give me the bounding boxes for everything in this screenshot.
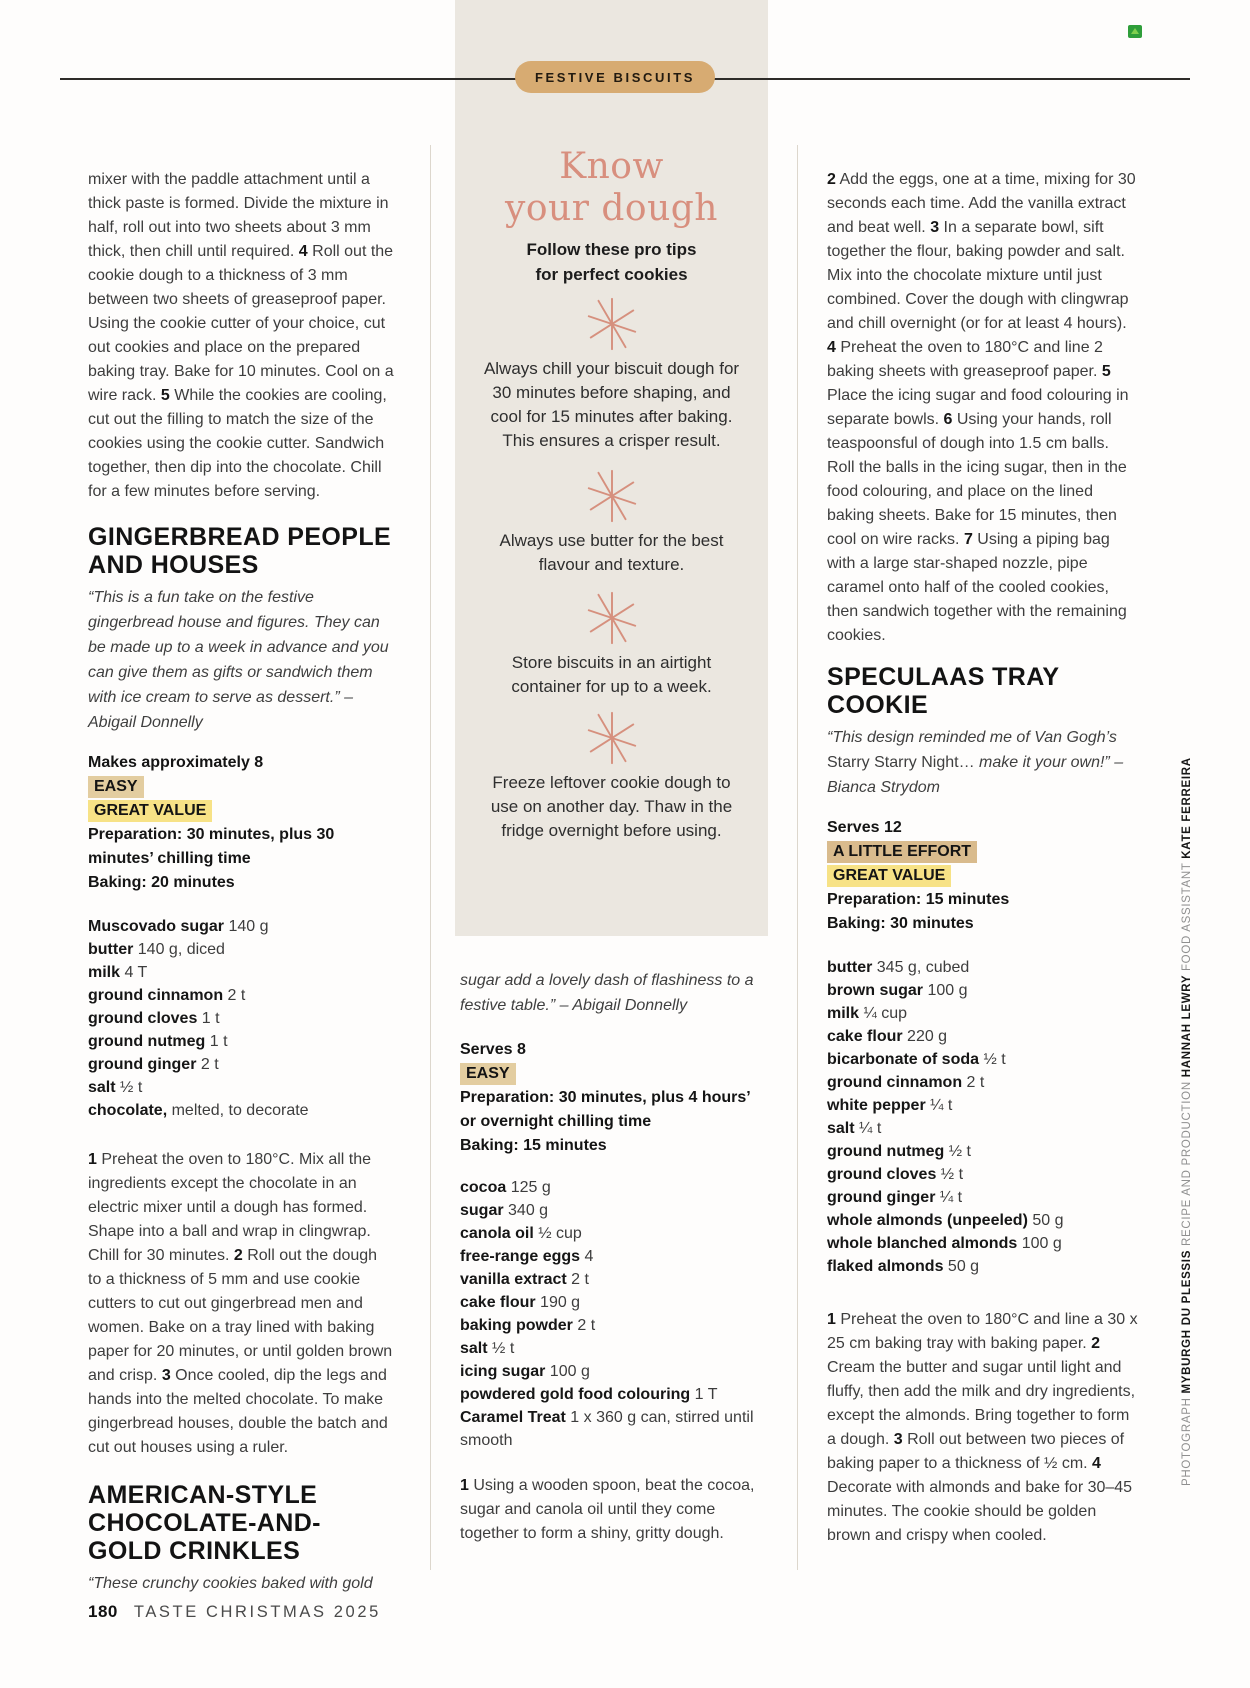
tips-box <box>455 0 768 936</box>
text-line: ground nutmeg 1 t <box>88 1033 228 1050</box>
serves-line: Serves 8 <box>460 1041 526 1058</box>
recipe-meta <box>827 816 1139 936</box>
text-line: ground nutmeg ½ t <box>827 1143 971 1160</box>
tip-text: Always use butter for the best flavour and texture. <box>499 531 724 574</box>
serves-line: Serves 12 <box>827 819 902 836</box>
text-line: ground cinnamon 2 t <box>827 1074 985 1091</box>
text-line: Muscovado sugar 140 g <box>88 918 269 935</box>
method-paragraph: 2 Add the eggs, one at a time, mixing for 30 seconds each time. Add the vanilla extract and beat well. 3 In a separate bowl, sift together the flour, baking powder and salt. Mix into the chocolate mixture until just combined. Cover the dough with clingwrap and chill overnight (or for at least 4 hours). 4 Preheat the oven to 180°C and line 2 baking sheets with greaseproof paper. 5 Place the icing sugar and food colouring in separate bowls. 6 Using your hands, roll teaspoonsful of dough into 1.5 cm balls. Roll the balls in the icing sugar, then in the food colouring, and place on the lined baking sheets. Bake for 15 minutes, then cool on wire racks. 7 Using a piping bag with a large star-shaped nozzle, pipe caramel onto half of the cooled cookies, then sandwich together with the remaining cookies. <box>827 171 1136 644</box>
text-line: brown sugar 100 g <box>827 982 968 999</box>
recipe-quote: “This is a fun take on the festive gingerbread house and figures. They can be made up to a week in advance and you can give them as gifts or sandwich them with ice cream to serve as dessert.” – Abigail Donnelly <box>88 589 389 731</box>
text-line: AMERICAN-STYLE <box>88 1481 318 1509</box>
text-line: icing sugar 100 g <box>460 1363 590 1380</box>
baking-line: Baking: 30 minutes <box>827 915 974 932</box>
method-paragraph: 1 Preheat the oven to 180°C and line a 30 x 25 cm baking tray with baking paper. 2 Cream the butter and sugar until light and fluffy, then add the milk and dry ingredients, except the almonds. Bring together to form a dough. 3 Roll out between two pieces of baking paper to a thickness of ½ cm. 4 Decorate with almonds and bake for 30–45 minutes. The cookie should be golden brown and crispy when cooled. <box>827 1311 1138 1544</box>
method-paragraph: 1 Using a wooden spoon, beat the cocoa, sugar and canola oil until they come together to form a shiny, gritty dough. <box>460 1477 755 1542</box>
section-tag: FESTIVE BISCUITS <box>515 61 715 93</box>
tips-title-line2: your dough <box>505 188 718 229</box>
recipe-quote: “This design reminded me of Van Gogh’s Starry Starry Night… make it your own!” – Bianca Strydom <box>827 729 1124 796</box>
difficulty-badge: EASY <box>460 1063 516 1085</box>
baking-line: Baking: 15 minutes <box>460 1137 607 1154</box>
text-line: whole almonds (unpeeled) 50 g <box>827 1212 1064 1229</box>
prep-line: Preparation: 30 minutes, plus 4 hours’ or overnight chilling time <box>460 1089 750 1130</box>
makes-line: Makes approximately 8 <box>88 754 264 771</box>
tips-title-line1: Know <box>559 146 664 187</box>
difficulty-badge: EASY <box>88 776 144 798</box>
text-line: sugar 340 g <box>460 1202 549 1219</box>
text-line: free-range eggs 4 <box>460 1248 594 1265</box>
prep-line: Preparation: 15 minutes <box>827 891 1010 908</box>
star-icon <box>583 295 641 353</box>
value-badge: GREAT VALUE <box>88 800 212 822</box>
text-line: SPECULAAS TRAY <box>827 663 1060 691</box>
brand-mark-icon <box>1128 25 1142 38</box>
magazine-title: TASTE CHRISTMAS 2025 <box>133 1603 381 1621</box>
text-line: milk 4 T <box>88 964 148 981</box>
column-divider <box>797 145 798 1570</box>
recipe-title-speculaas <box>827 663 1139 719</box>
text-line: ground cloves 1 t <box>88 1010 220 1027</box>
text-line: cocoa 125 g <box>460 1179 551 1196</box>
page-number: 180 <box>88 1602 118 1621</box>
text-line: ground ginger 2 t <box>88 1056 219 1073</box>
method-paragraph: mixer with the paddle attachment until a thick paste is formed. Divide the mixture in half, roll out into two sheets about 3 mm thick, then chill until required. 4 Roll out the cookie dough to a thickness of 3 mm between two sheets of greaseproof paper. Using the cookie cutter of your choice, cut out cookies and place on the prepared baking tray. Bake for 10 minutes. Cool on a wire rack. 5 While the cookies are cooling, cut out the filling to match the size of the cookies using the cookie cutter. Sandwich together, then dip into the chocolate. Chill for a few minutes before serving. <box>88 171 394 500</box>
text-line: salt ¼ t <box>827 1120 882 1137</box>
tips-box-title <box>481 146 742 230</box>
text-line: ground ginger ¼ t <box>827 1189 963 1206</box>
ingredients-list <box>88 915 394 1122</box>
page-footer <box>88 1602 381 1622</box>
text-line: canola oil ½ cup <box>460 1225 582 1242</box>
text-line: salt ½ t <box>460 1340 515 1357</box>
text-line: CHOCOLATE-AND- <box>88 1509 321 1537</box>
middle-column <box>460 968 756 1546</box>
text-line: salt ½ t <box>88 1079 143 1096</box>
recipe-meta <box>88 751 394 895</box>
text-line: AND HOUSES <box>88 551 259 579</box>
text-line: ground cloves ½ t <box>827 1166 964 1183</box>
star-icon <box>583 709 641 767</box>
text-line: chocolate, melted, to decorate <box>88 1102 309 1119</box>
text-line: cake flour 220 g <box>827 1028 948 1045</box>
text-line: COOKIE <box>827 691 929 719</box>
star-icon <box>583 589 641 647</box>
star-icon <box>583 467 641 525</box>
text-line: powdered gold food colouring 1 T <box>460 1386 718 1403</box>
prep-line: Preparation: 30 minutes, plus 30 minutes’ chilling time <box>88 826 335 867</box>
tip-text: Freeze leftover cookie dough to use on another day. Thaw in the fridge overnight before using. <box>490 773 733 840</box>
text-line: whole blanched almonds 100 g <box>827 1235 1062 1252</box>
text-line: butter 140 g, diced <box>88 941 225 958</box>
difficulty-badge: A LITTLE EFFORT <box>827 841 977 863</box>
left-column <box>88 168 394 1596</box>
right-column <box>827 168 1139 1548</box>
recipe-quote-end: sugar add a lovely dash of flashiness to a festive table.” – Abigail Donnelly <box>460 972 754 1014</box>
recipe-title-crinkles <box>88 1481 394 1565</box>
text-line: vanilla extract 2 t <box>460 1271 589 1288</box>
baking-line: Baking: 20 minutes <box>88 874 235 891</box>
photo-credits: PHOTOGRAPH MYBURGH DU PLESSIS RECIPE AND PRODUCTION HANNAH LEWRY FOOD ASSISTANT KATE FERREIRA <box>1181 757 1193 1486</box>
recipe-meta <box>460 1038 756 1158</box>
text-line: milk ¼ cup <box>827 1005 908 1022</box>
value-badge: GREAT VALUE <box>827 865 951 887</box>
text-line: cake flour 190 g <box>460 1294 581 1311</box>
ingredients-list <box>460 1176 756 1452</box>
text-line: baking powder 2 t <box>460 1317 596 1334</box>
tip-text: Always chill your biscuit dough for 30 minutes before shaping, and cool for 15 minutes after baking. This ensures a crisper result. <box>483 359 740 450</box>
text-line: GOLD CRINKLES <box>88 1537 301 1565</box>
tip-text: Store biscuits in an airtight container for up to a week. <box>511 653 712 696</box>
text-line: bicarbonate of soda ½ t <box>827 1051 1006 1068</box>
text-line: butter 345 g, cubed <box>827 959 970 976</box>
recipe-title-gingerbread <box>88 523 394 579</box>
text-line: flaked almonds 50 g <box>827 1258 980 1275</box>
tips-subtitle: Follow these pro tips for perfect cookies <box>526 240 697 284</box>
text-line: ground cinnamon 2 t <box>88 987 246 1004</box>
text-line: GINGERBREAD PEOPLE <box>88 523 392 551</box>
recipe-quote-start: “These crunchy cookies baked with gold <box>88 1575 373 1592</box>
ingredients-list <box>827 956 1139 1278</box>
text-line: white pepper ¼ t <box>827 1097 953 1114</box>
method-paragraph: 1 Preheat the oven to 180°C. Mix all the ingredients except the chocolate in an electric mixer until a dough has formed. Shape into a ball and wrap in clingwrap. Chill for 30 minutes. 2 Roll out the dough to a thickness of 5 mm and use cookie cutters to cut out gingerbread men and women. Bake on a tray lined with baking paper for 20 minutes, or until golden brown and crisp. 3 Once cooled, dip the legs and hands into the melted chocolate. To make gingerbread houses, double the batch and cut out houses using a ruler. <box>88 1151 393 1456</box>
text-line: Caramel Treat 1 x 360 g can, stirred until smooth <box>460 1409 754 1449</box>
column-divider <box>430 145 431 1570</box>
